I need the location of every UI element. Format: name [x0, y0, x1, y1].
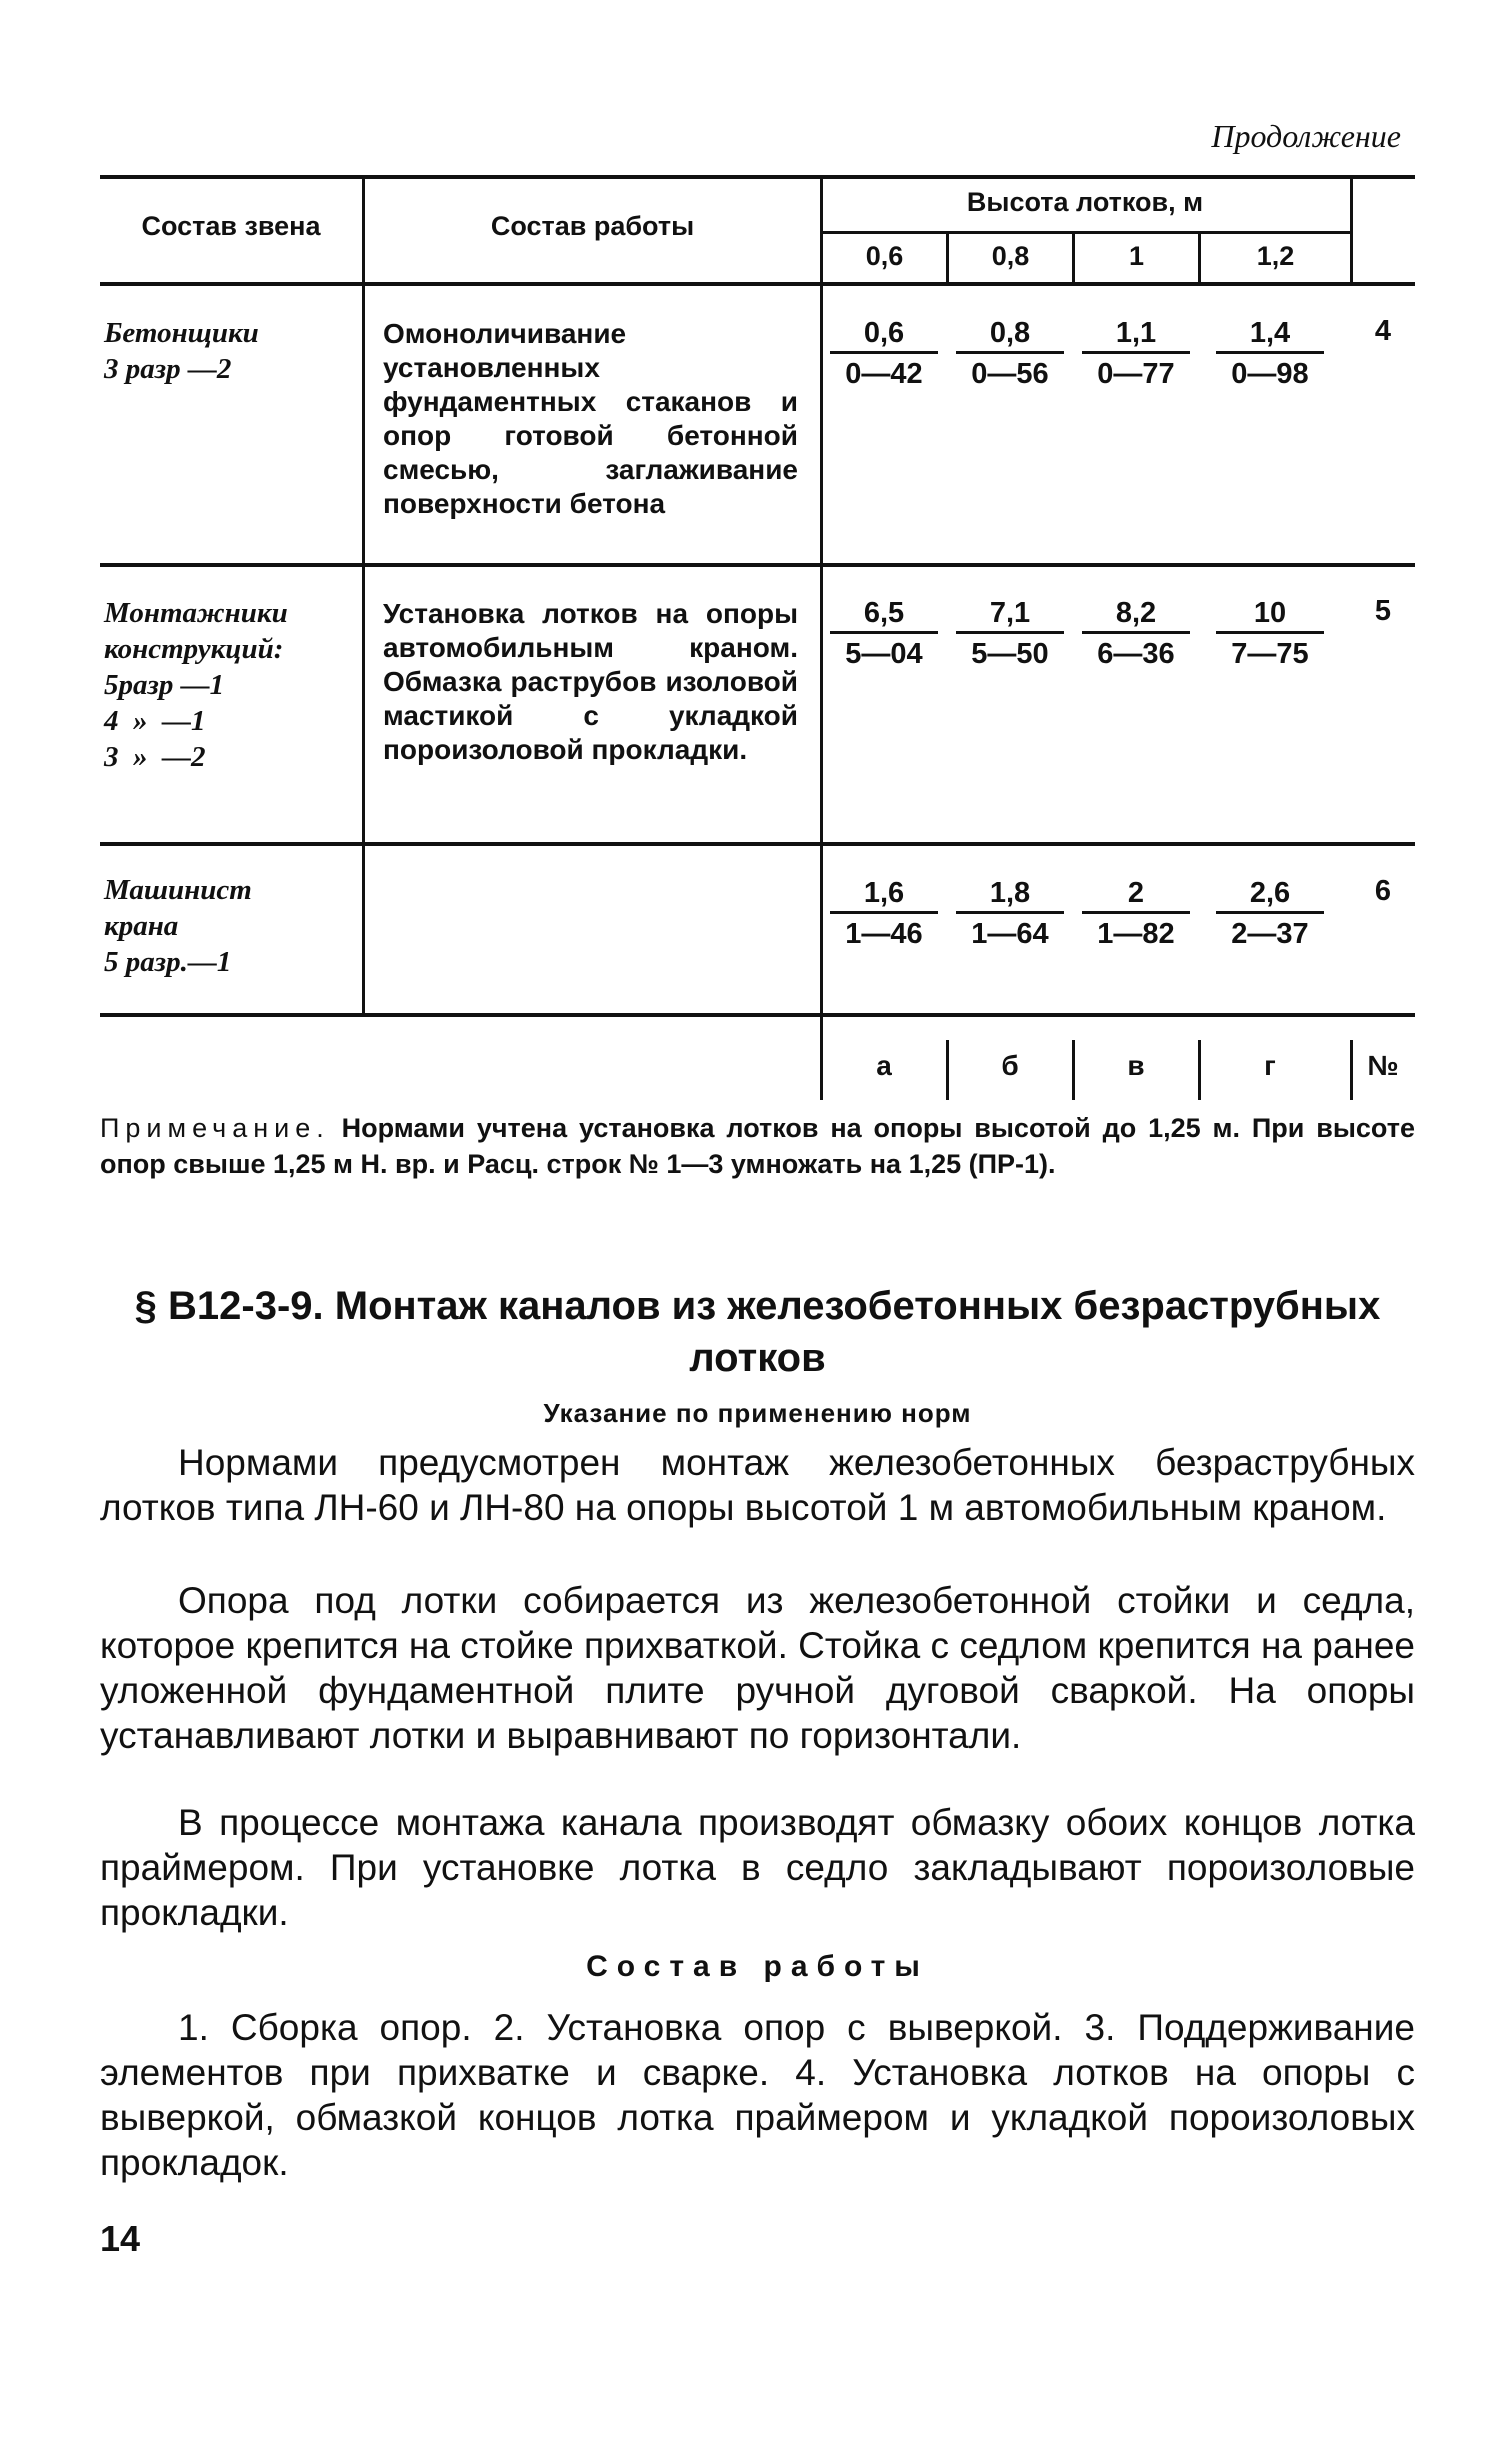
norm-value: $\frac{2}{1—82}$: [1076, 875, 1196, 954]
crew-cell: Монтажники конструкций: 5разр —1 4 » —1 3 » —2: [104, 597, 288, 773]
norm-value: $\frac{2,6}{2—37}$: [1210, 875, 1330, 954]
row-number: 4: [1374, 315, 1392, 347]
norm-value: $\frac{10}{7—75}$: [1210, 595, 1330, 674]
paragraph: Опора под лотки собирается из железобетонной стойки и седла, которое крепится на стойке прихваткой. Стойка с седлом крепится на ранее уложенной фундаментной плите ручной дуговой сваркой. На опоры устанавливают лотки и выравнивают по горизонтали.: [100, 1580, 1415, 1756]
header-height-value: 1: [1128, 241, 1145, 271]
note-lead: Примечание.: [100, 1113, 330, 1143]
work-cell: Омоноличивание установленных фундаментных стаканов и опор готовой бетонной смесью, заглаживание поверхности бетона: [383, 318, 798, 519]
section-title: § В12-3-9. Монтаж каналов из железобетонных безраструбных лотков: [134, 1284, 1381, 1380]
header-height-value: 0,8: [991, 241, 1030, 271]
note-text: Нормами учтена установка лотков на опоры высотой до 1,25 м. При высоте опор свыше 1,25 м Н. вр. и Расц. строк № 1—3 умножать на 1,25 (ПР-1).: [100, 1113, 1415, 1179]
row-number: 6: [1374, 875, 1392, 907]
column-divider: [1198, 1040, 1201, 1100]
work-list: 1. Сборка опор. 2. Установка опор с выверкой. 3. Поддерживание элементов при прихватке и сварке. 4. Установка лотков на опоры с выверкой, обмазкой концов лотка праймером и укладкой пороизоловых прокладок.: [100, 2007, 1415, 2183]
row-divider: [100, 563, 1415, 567]
norm-value: $\frac{1,8}{1—64}$: [950, 875, 1070, 954]
norm-value: $\frac{0,8}{0—56}$: [950, 315, 1070, 394]
norm-value: $\frac{1,1}{0—77}$: [1076, 315, 1196, 394]
norm-value: $\frac{8,2}{6—36}$: [1076, 595, 1196, 674]
paragraph: Нормами предусмотрен монтаж железобетонных безраструбных лотков типа ЛН-60 и ЛН-80 на опоры высотой 1 м автомобильным краном.: [100, 1442, 1415, 1528]
column-code: б: [1001, 1050, 1019, 1081]
column-divider: [1350, 175, 1353, 282]
norms-table: [100, 175, 1415, 1125]
table-bottom-rule: [100, 1013, 1415, 1017]
column-code: а: [876, 1050, 892, 1081]
column-divider: [362, 175, 365, 1013]
paragraph: В процессе монтажа канала производят обмазку обоих концов лотка праймером. При установке лотка в седло закладывают пороизоловые прокладки.: [100, 1802, 1415, 1933]
crew-cell: Бетонщики 3 разр —2: [104, 317, 259, 385]
norm-value: $\frac{0,6}{0—42}$: [824, 315, 944, 394]
header-work: Состав работы: [490, 211, 695, 241]
column-divider: [820, 175, 823, 1100]
section-subtitle: Указание по применению норм: [543, 1398, 972, 1428]
column-divider: [946, 1040, 949, 1100]
row-divider: [100, 842, 1415, 846]
work-heading: Состав работы: [586, 1950, 929, 1983]
crew-cell: Машинист крана 5 разр.—1: [104, 874, 252, 978]
norm-value: $\frac{1,6}{1—46}$: [824, 875, 944, 954]
row-number: 5: [1374, 595, 1392, 627]
page-number: 14: [100, 2218, 141, 2259]
continued-label: Продолжение: [1211, 118, 1401, 154]
table-note: [100, 1110, 1415, 1182]
column-code: г: [1264, 1050, 1276, 1081]
header-height-value: 0,6: [865, 241, 904, 271]
header-bottom-rule: [100, 282, 1415, 286]
norm-value: $\frac{7,1}{5—50}$: [950, 595, 1070, 674]
header-crew: Состав звена: [141, 211, 321, 241]
table-top-rule: [100, 175, 1415, 179]
column-code: в: [1127, 1050, 1145, 1081]
height-subheader-rule: [820, 231, 1350, 234]
norm-value: $\frac{1,4}{0—98}$: [1210, 315, 1330, 394]
work-cell: Установка лотков на опоры автомобильным краном. Обмазка раструбов изоловой мастикой с укладкой пороизоловой прокладки.: [383, 598, 798, 765]
header-height: Высота лотков, м: [966, 187, 1204, 217]
norm-value: $\frac{6,5}{5—04}$: [824, 595, 944, 674]
column-divider: [1072, 1040, 1075, 1100]
header-height-value: 1,2: [1256, 241, 1295, 271]
column-code: №: [1367, 1050, 1399, 1081]
